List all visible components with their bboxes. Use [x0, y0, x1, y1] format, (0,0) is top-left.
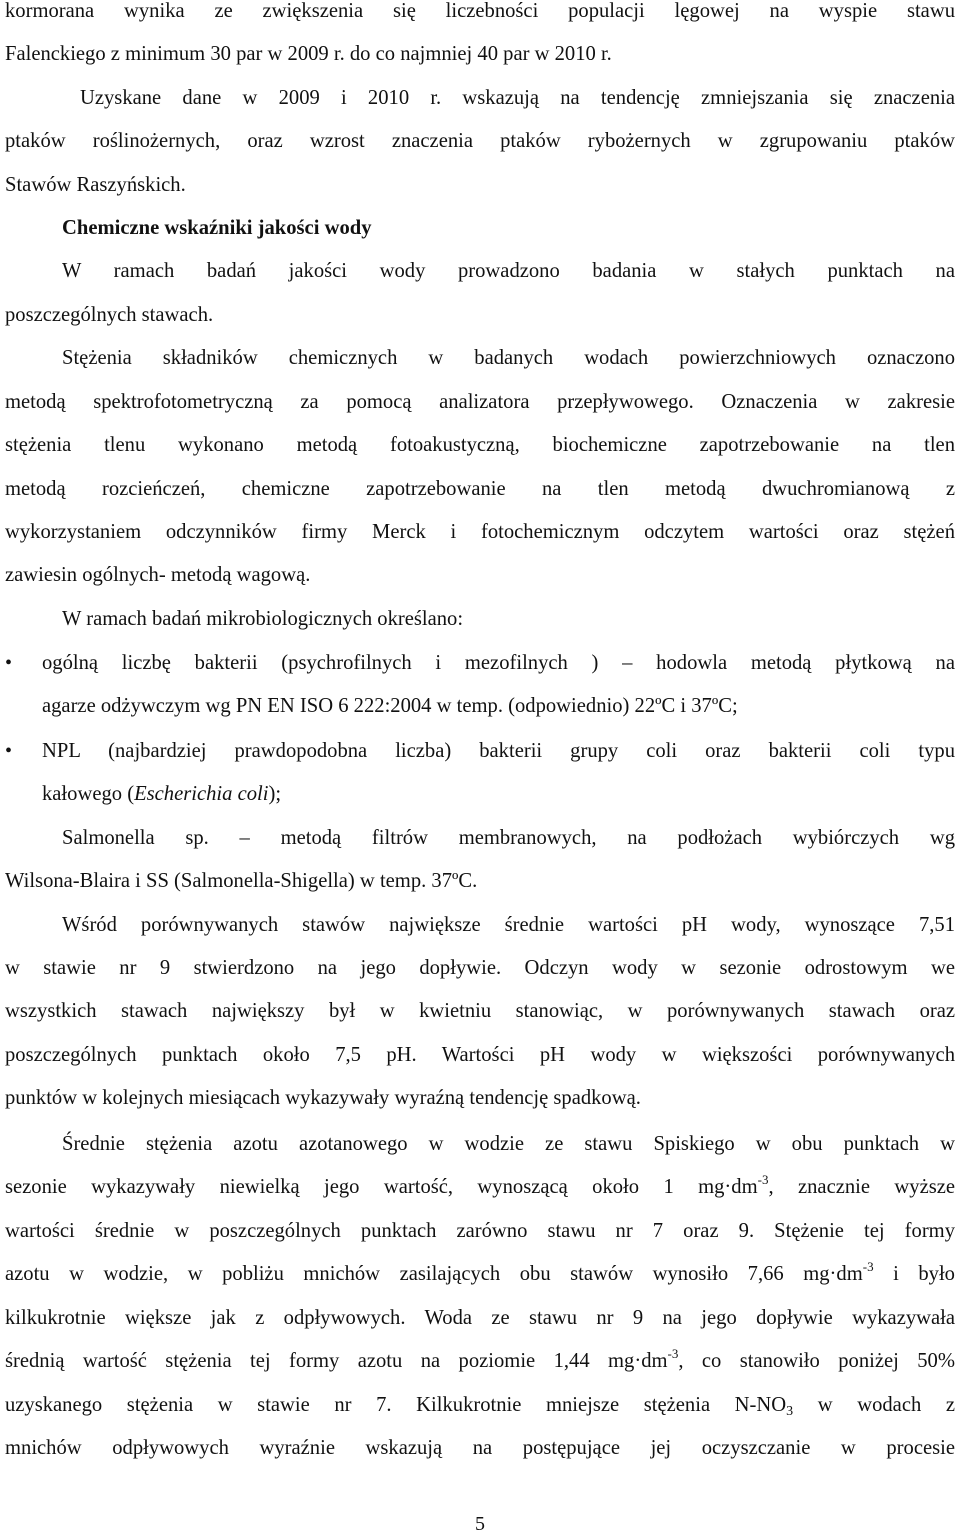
paragraph-line: punktów w kolejnych miesiącach wykazywały wyraźną tendencję spadkową. [5, 1087, 641, 1109]
paragraph-line: Stężenia składników chemicznych w badanych wodach powierzchniowych oznaczono [62, 347, 955, 369]
paragraph-line [5, 1340, 955, 1384]
paragraph-line [5, 1166, 955, 1210]
paragraph-line: wykorzystaniem odczynników firmy Merck i fotochemicznym odczytem wartości oraz stężeń [5, 521, 955, 543]
paragraph-line: Uzyskane dane w 2009 i 2010 r. wskazują na tendencję zmniejszania się znaczenia [80, 87, 955, 109]
paragraph-line: Salmonella sp. – metodą filtrów membranowych, na podłożach wybiórczych wg [62, 827, 955, 849]
list-item-line: NPL (najbardziej prawdopodobna liczba) bakterii grupy coli oraz bakterii coli typu [42, 740, 955, 762]
paragraph-line: Wilsona-Blaira i SS (Salmonella-Shigella) w temp. 37ºC. [5, 870, 478, 892]
paragraph-line: W ramach badań jakości wody prowadzono badania w stałych punktach na [62, 260, 955, 282]
paragraph-line: ptaków roślinożernych, oraz wzrost znaczenia ptaków rybożernych w zgrupowaniu ptaków [5, 130, 955, 152]
paragraph-line: metodą rozcieńczeń, chemiczne zapotrzebowanie na tlen metodą dwuchromianową z [5, 478, 955, 500]
exponent: -3 [757, 1172, 769, 1187]
paragraph-line: wartości średnie w poszczególnych punktach zarówno stawu nr 7 oraz 9. Stężenie tej formy [5, 1220, 955, 1242]
paragraph-line [5, 1384, 955, 1428]
exponent: -3 [862, 1259, 874, 1274]
text-span: sezonie wykazywały niewielką jego wartość, wynoszącą około 1 mg·dm [5, 1176, 758, 1198]
page-number: 5 [475, 1513, 485, 1535]
paragraph-line: Wśród porównywanych stawów największe średnie wartości pH wody, wynoszące 7,51 [62, 914, 955, 936]
paragraph-line: mnichów odpływowych wyraźnie wskazują na postępujące jej oczyszczanie w procesie [5, 1437, 955, 1459]
exponent: -3 [667, 1346, 679, 1361]
paragraph-line: metodą spektrofotometryczną za pomocą analizatora przepływowego. Oznaczenia w zakresie [5, 391, 955, 413]
paragraph-line: zawiesin ogólnych- metodą wagową. [5, 564, 311, 586]
paragraph-line: Średnie stężenia azotu azotanowego w wodzie ze stawu Spiskiego w obu punktach w [62, 1133, 955, 1155]
paragraph-line: poszczególnych punktach około 7,5 pH. Wartości pH wody w większości porównywanych [5, 1044, 955, 1066]
paragraph-line: Falenckiego z minimum 30 par w 2009 r. do co najmniej 40 par w 2010 r. [5, 43, 612, 65]
subscript: 3 [786, 1404, 794, 1419]
text-span: ); [268, 783, 282, 805]
list-item-line: agarze odżywczym wg PN EN ISO 6 222:2004 w temp. (odpowiednio) 22ºC i 37ºC; [42, 695, 738, 717]
list-item-line: ogólną liczbę bakterii (psychrofilnych i mezofilnych ) – hodowla metodą płytkową na [42, 652, 955, 674]
paragraph-line [5, 1253, 955, 1297]
list-item-line [42, 773, 955, 817]
species-name: Escherichia coli [134, 783, 269, 805]
text-span: w wodach z [793, 1394, 955, 1416]
paragraph-line: kilkukrotnie większe jak z odpływowych. Woda ze stawu nr 9 na jego dopływie wykazywała [5, 1307, 955, 1329]
section-heading: Chemiczne wskaźniki jakości wody [62, 217, 372, 239]
paragraph-line: w stawie nr 9 stwierdzono na jego dopływie. Odczyn wody w sezonie odrostowym we [5, 957, 955, 979]
bullet-icon: • [5, 652, 13, 674]
text-span: średnią wartość stężenia tej formy azotu na poziomie 1,44 mg·dm [5, 1350, 668, 1372]
paragraph-line: poszczególnych stawach. [5, 304, 214, 326]
text-span: , znacznie wyższe [768, 1176, 956, 1198]
bullet-icon: • [5, 740, 13, 762]
paragraph-line: stężenia tlenu wykonano metodą fotoakustyczną, biochemiczne zapotrzebowanie na tlen [5, 434, 955, 456]
paragraph-line: wszystkich stawach największy był w kwietniu stanowiąc, w porównywanych stawach oraz [5, 1000, 955, 1022]
text-span: kałowego ( [42, 783, 135, 805]
text-span: i było [873, 1263, 955, 1285]
text-span: azotu w wodzie, w pobliżu mnichów zasilających obu stawów wynosiło 7,66 mg·dm [5, 1263, 863, 1285]
paragraph-line: W ramach badań mikrobiologicznych określano: [62, 608, 464, 630]
paragraph-line: kormorana wynika ze zwiększenia się liczebności populacji lęgowej na wyspie stawu [5, 0, 955, 22]
text-span: , co stanowiło poniżej 50% [678, 1350, 955, 1372]
text-span: uzyskanego stężenia w stawie nr 7. Kilkukrotnie mniejsze stężenia N-NO [5, 1394, 787, 1416]
paragraph-line: Stawów Raszyńskich. [5, 174, 186, 196]
